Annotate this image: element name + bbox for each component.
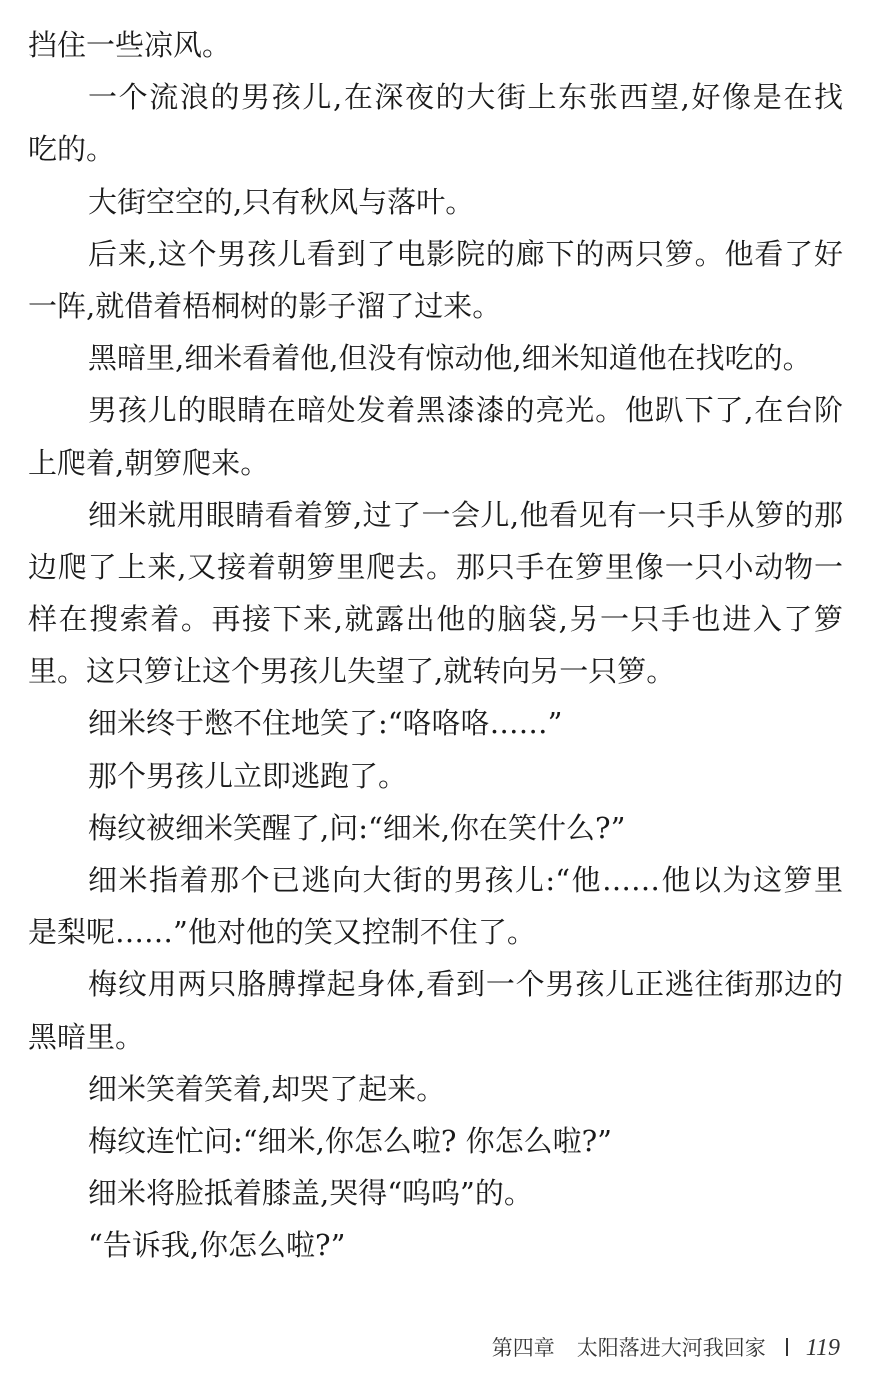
page-number: 119 [805, 1335, 840, 1361]
text-line: 是梨呢……”他对他的笑又控制不住了。 [28, 915, 536, 950]
paragraph [28, 1219, 843, 1271]
footer-divider [786, 1338, 788, 1356]
text-line: 边爬了上来,又接着朝箩里爬去。那只手在箩里像一只小动物一 [28, 549, 843, 584]
text-line: 细米终于憋不住地笑了:“咯咯咯……” [88, 706, 563, 741]
text-line: 那个男孩儿立即逃跑了。 [88, 758, 408, 793]
text-line: 一阵,就借着梧桐树的影子溜了过来。 [28, 288, 502, 323]
text-line: 挡住一些凉风。 [28, 28, 232, 62]
text-line: 吃的。 [28, 132, 116, 167]
paragraph [28, 71, 843, 175]
text-line: 梅纹用两只胳膊撑起身体,看到一个男孩儿正逃往街那边的 [88, 967, 843, 1002]
text-line: 细米就用眼睛看着箩,过了一会儿,他看见有一只手从箩的那 [88, 497, 843, 532]
paragraph [28, 802, 843, 854]
running-footer [0, 1332, 840, 1362]
chapter-label: 第四章 [491, 1336, 555, 1360]
text-line: 细米指着那个已逃向大街的男孩儿:“他……他以为这箩里 [88, 863, 843, 897]
paragraph [28, 176, 843, 228]
body-text [28, 19, 843, 1272]
paragraph [28, 384, 843, 488]
paragraph [28, 228, 843, 332]
paragraph [28, 1167, 843, 1219]
text-line: 黑暗里。 [28, 1019, 145, 1054]
paragraph [28, 697, 843, 749]
text-line: 细米笑着笑着,却哭了起来。 [88, 1071, 446, 1106]
paragraph [28, 750, 843, 802]
paragraph [28, 489, 843, 698]
paragraph [28, 1063, 843, 1115]
paragraph [28, 1115, 843, 1167]
text-line: 大街空空的,只有秋风与落叶。 [88, 184, 475, 219]
text-line: 里。这只箩让这个男孩儿失望了,就转向另一只箩。 [28, 654, 676, 689]
text-line: “告诉我,你怎么啦?” [88, 1228, 346, 1263]
paragraph [28, 854, 843, 958]
text-line: 梅纹连忙问:“细米,你怎么啦? 你怎么啦?” [88, 1123, 612, 1158]
chapter-title: 太阳落进大河我回家 [576, 1336, 766, 1360]
text-line: 上爬着,朝箩爬来。 [28, 445, 270, 480]
paragraph [28, 19, 843, 71]
paragraph [28, 958, 843, 1062]
text-line: 样在搜索着。再接下来,就露出他的脑袋,另一只手也进入了箩 [28, 602, 843, 637]
text-line: 细米将脸抵着膝盖,哭得“呜呜”的。 [88, 1176, 533, 1211]
paragraph [28, 332, 843, 384]
text-line: 梅纹被细米笑醒了,问:“细米,你在笑什么?” [88, 810, 626, 845]
text-line: 黑暗里,细米看着他,但没有惊动他,细米知道他在找吃的。 [88, 341, 812, 376]
text-line: 男孩儿的眼睛在暗处发着黑漆漆的亮光。他趴下了,在台阶 [88, 393, 843, 428]
text-line: 一个流浪的男孩儿,在深夜的大街上东张西望,好像是在找 [88, 80, 843, 115]
text-line: 后来,这个男孩儿看到了电影院的廊下的两只箩。他看了好 [88, 236, 843, 271]
